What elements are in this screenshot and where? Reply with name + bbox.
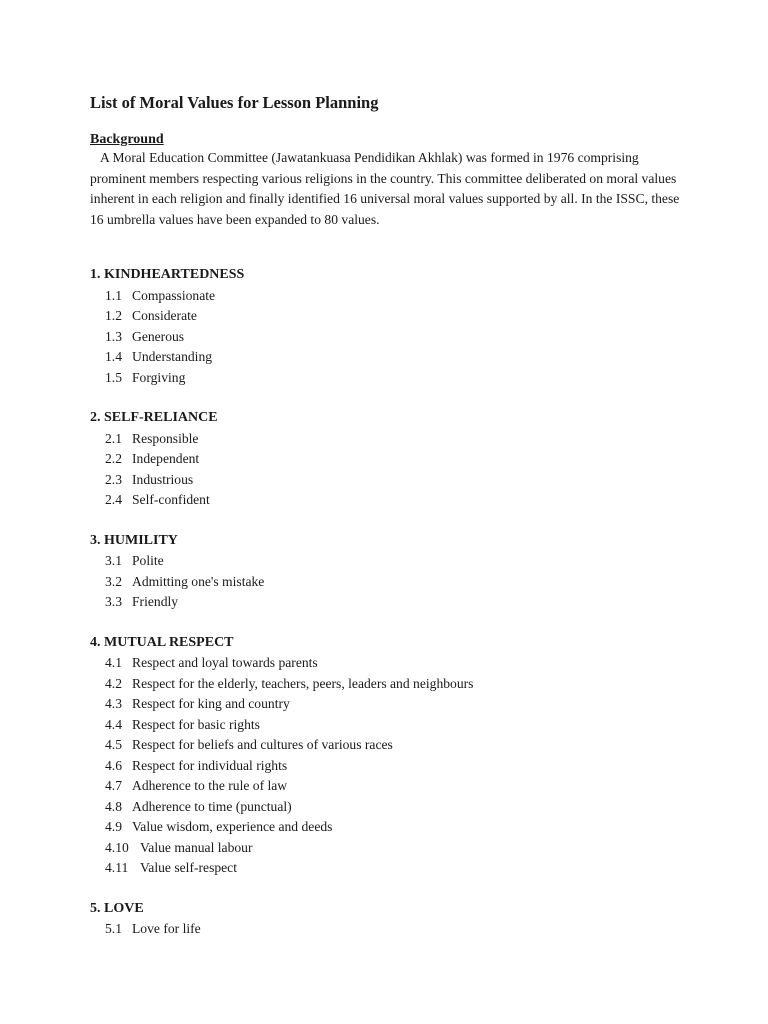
item-label: Friendly <box>132 594 179 609</box>
item-number: 1.1 <box>105 287 122 303</box>
item-number: 4.9 <box>105 819 122 834</box>
item-label: Self-confident <box>132 492 210 507</box>
list-item <box>90 347 690 368</box>
item-number: 3.2 <box>105 573 122 589</box>
item-number: 2.1 <box>105 430 122 446</box>
section-heading: 3. HUMILITY <box>90 532 178 548</box>
list-item <box>90 368 690 389</box>
item-label: Polite <box>132 553 164 568</box>
item-label: Respect and loyal towards parents <box>132 655 318 670</box>
section-heading: 1. KINDHEARTEDNESS <box>90 267 245 282</box>
list-item <box>90 327 690 348</box>
list-item <box>90 592 690 613</box>
item-number: 5.1 <box>105 921 122 936</box>
list-item <box>90 449 690 470</box>
value-section <box>90 899 690 940</box>
item-label: Forgiving <box>132 369 186 385</box>
section-heading: 4. MUTUAL RESPECT <box>90 634 234 650</box>
item-label: Love for life <box>132 921 201 936</box>
list-item <box>90 653 690 674</box>
section-heading: 5. LOVE <box>90 900 144 916</box>
item-label: Respect for beliefs and cultures of various races <box>132 737 393 752</box>
list-item <box>90 919 690 940</box>
item-number: 1.2 <box>105 308 122 323</box>
list-item <box>90 551 690 572</box>
item-label: Compassionate <box>132 287 216 303</box>
list-item <box>90 817 690 838</box>
item-label: Industrious <box>132 471 194 487</box>
item-number: 1.4 <box>105 349 122 364</box>
item-number: 3.3 <box>105 594 122 609</box>
item-number: 3.1 <box>105 553 122 568</box>
item-number: 4.8 <box>105 798 122 814</box>
item-label: Independent <box>132 451 200 466</box>
item-label: Respect for the elderly, teachers, peers, leaders and neighbours <box>132 675 474 691</box>
list-item <box>90 715 690 736</box>
item-label: Admitting one's mistake <box>132 573 265 589</box>
item-number: 1.3 <box>105 328 122 344</box>
background-heading: Background <box>90 132 164 147</box>
item-label: Respect for basic rights <box>132 716 260 732</box>
value-section <box>90 408 690 511</box>
list-item <box>90 797 690 818</box>
list-item <box>90 858 690 879</box>
list-item <box>90 756 690 777</box>
list-item <box>90 470 690 491</box>
list-item <box>90 286 690 307</box>
section-heading: 2. SELF-RELIANCE <box>90 410 218 425</box>
item-number: 4.2 <box>105 675 122 691</box>
background-paragraph: A Moral Education Committee (Jawatankuasa Pendidikan Akhlak) was formed in 1976 comprising prominent members respecting various religions in the country. This committee deliberated on moral values inherent in each religion and finally identified 16 universal moral values supported by all. In the ISSC, these 16 umbrella values have been expanded to 80 values. <box>90 150 680 227</box>
item-label: Generous <box>132 328 185 344</box>
document-page <box>90 92 690 960</box>
list-item <box>90 572 690 593</box>
item-number: 2.2 <box>105 451 122 466</box>
value-section <box>90 265 690 388</box>
list-item <box>90 694 690 715</box>
list-item <box>90 776 690 797</box>
item-label: Value manual labour <box>140 839 253 855</box>
list-item <box>90 429 690 450</box>
item-label: Responsible <box>132 430 199 446</box>
value-section <box>90 633 690 879</box>
item-label: Respect for individual rights <box>132 757 288 773</box>
item-number: 4.4 <box>105 716 122 732</box>
item-label: Adherence to the rule of law <box>132 778 288 793</box>
item-label: Understanding <box>132 349 213 364</box>
list-item <box>90 735 690 756</box>
list-item <box>90 490 690 511</box>
item-number: 4.6 <box>105 757 122 773</box>
values-list <box>90 265 690 940</box>
item-number: 4.3 <box>105 696 122 711</box>
document-title: List of Moral Values for Lesson Planning <box>90 93 379 112</box>
list-item <box>90 306 690 327</box>
item-number: 4.11 <box>105 860 129 875</box>
item-label: Adherence to time (punctual) <box>132 798 292 814</box>
value-section <box>90 531 690 613</box>
item-label: Respect for king and country <box>132 696 290 711</box>
item-number: 4.1 <box>105 655 122 670</box>
item-number: 4.10 <box>105 839 129 855</box>
list-item <box>90 838 690 859</box>
item-label: Value wisdom, experience and deeds <box>132 819 333 834</box>
item-number: 2.4 <box>105 492 122 507</box>
list-item <box>90 674 690 695</box>
item-label: Considerate <box>132 308 197 323</box>
item-number: 4.7 <box>105 778 122 793</box>
item-number: 1.5 <box>105 369 122 385</box>
item-label: Value self-respect <box>140 860 237 875</box>
item-number: 4.5 <box>105 737 122 752</box>
item-number: 2.3 <box>105 471 122 487</box>
